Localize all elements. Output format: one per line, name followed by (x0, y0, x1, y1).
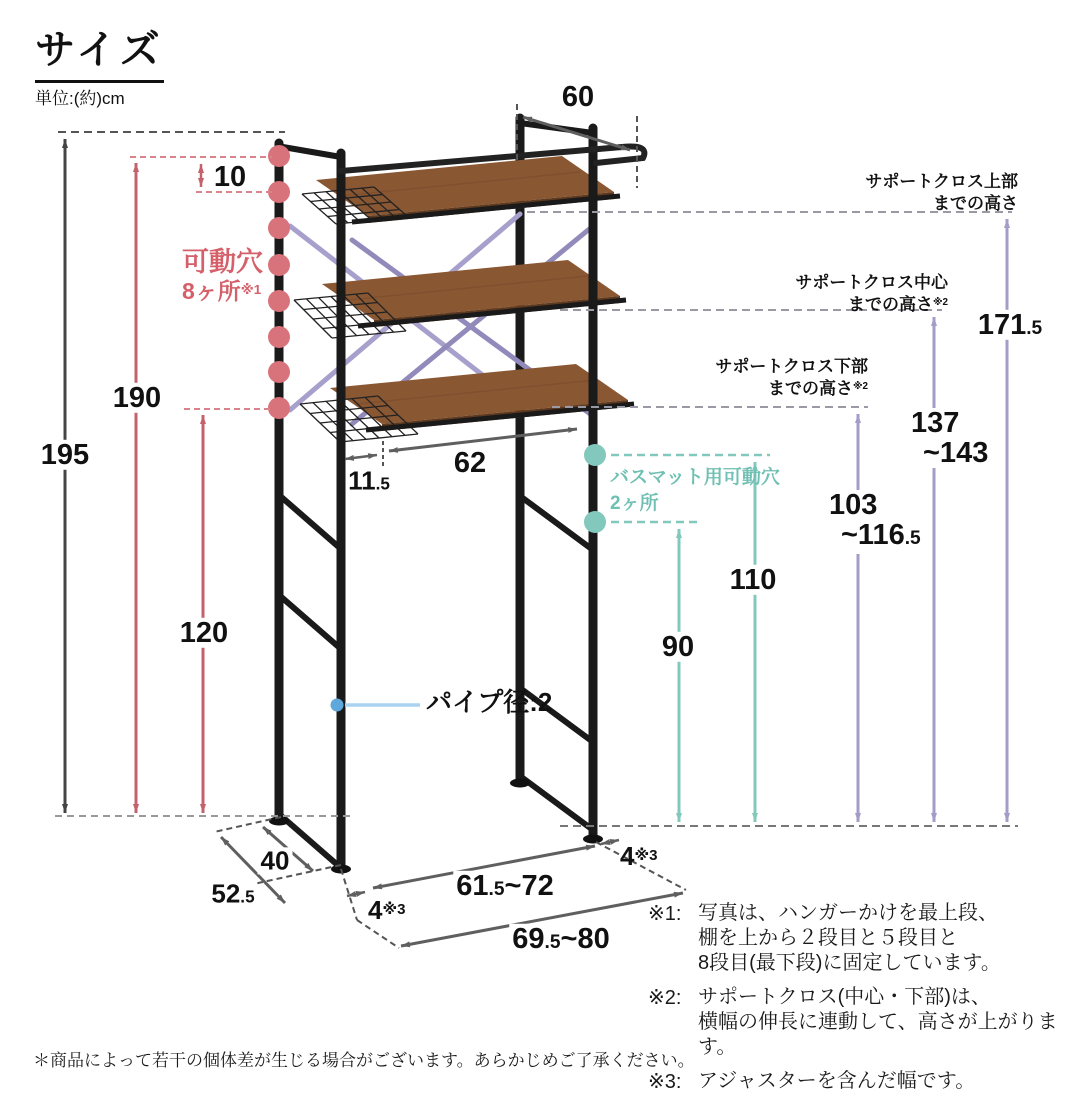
dim-171-5: 171.5 (975, 310, 1045, 340)
bathmat-holes-label: バスマット用可動穴 2ヶ所 (610, 467, 780, 514)
dim-11-5: 11.5 (348, 465, 390, 496)
movable-holes-label: 可動穴 8ヶ所$^{※1}$ (182, 247, 263, 305)
pipe-diameter-label: パイプ径:2 (426, 687, 553, 717)
dim-110: 110 (727, 565, 780, 595)
dim-120: 120 (177, 618, 231, 648)
dim-4-right: 4$^{※3}$ (620, 841, 658, 871)
dim-90: 90 (659, 632, 697, 662)
dim-195: 195 (38, 440, 92, 470)
rack-feet (269, 779, 603, 874)
footnote-3: ※3: アジャスターを含んだ幅です。 (648, 1070, 976, 1093)
support-cross-top-label: サポートクロス上部 までの高さ (865, 172, 1018, 214)
dim-4-left: 4$^{※3}$ (368, 895, 406, 925)
shelf-bottom (300, 364, 634, 442)
support-cross-mid-label: サポートクロス中心 までの高さ$^{※2}$ (795, 273, 948, 315)
dim-103-116-5: 103 ~116.5 (826, 490, 924, 554)
dim-190: 190 (110, 383, 164, 413)
footnotes (648, 901, 1080, 1103)
rack-front-posts (341, 128, 593, 866)
footnote-1: ※1: 写真は、ハンガーかけを最上段、 棚を上から２段目と５段目と 8段目(最下段)に固定しています。 (648, 902, 1001, 974)
dim-137-143: 137 ~143 (908, 408, 991, 468)
dim-10: 10 (213, 160, 247, 193)
disclaimer: ＊商品によって若干の個体差が生じる場合がございます。あらかじめご了承ください。 (33, 1051, 695, 1070)
dim-62: 62 (453, 446, 487, 479)
unit-label: 単位:(約)cm (35, 89, 125, 108)
rack-rungs (279, 123, 593, 868)
dim-40: 40 (258, 847, 293, 874)
dim-52-5: 52.5 (208, 880, 257, 907)
dim-61-5-72: 61.5~72 (453, 871, 556, 901)
footnote-2: ※2: サポートクロス(中心・下部)は、 横幅の伸長に連動して、高さが上がります。 (648, 986, 1058, 1058)
title-block (35, 18, 164, 83)
support-cross-bottom-label: サポートクロス下部 までの高さ$^{※2}$ (715, 357, 868, 399)
page-title: サイズ (35, 18, 164, 83)
dim-60: 60 (561, 80, 595, 113)
dim-69-5-80: 69.5~80 (509, 924, 612, 954)
